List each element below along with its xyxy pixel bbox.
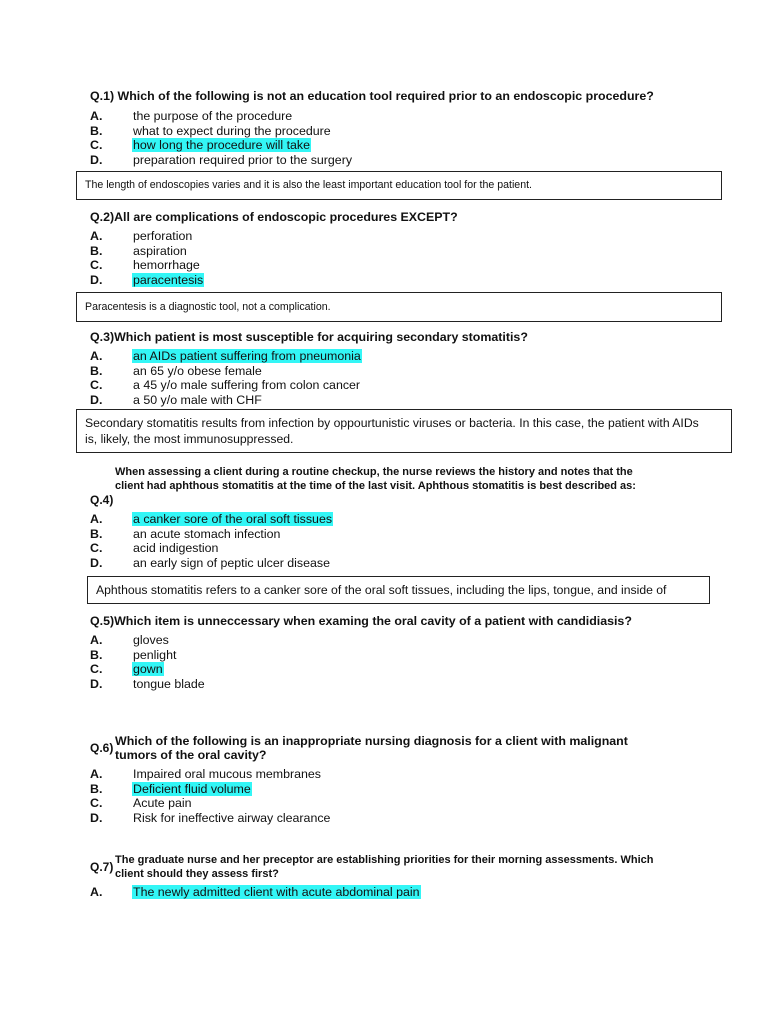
q5-option-2 (90, 662, 690, 676)
q4-option-3 (90, 556, 690, 570)
question-1-text: Q.1) Which of the following is not an education tool required prior to an endoscopic procedure? (90, 89, 654, 103)
option-text-highlighted: Deficient fluid volume (133, 781, 251, 796)
question-5-text: Q.5)Which item is unneccessary when examing the oral cavity of a patient with candidiasis? (90, 614, 632, 628)
option-letter: D. (90, 810, 103, 825)
question-4-explanation: Aphthous stomatitis refers to a canker sore of the oral soft tissues, including the lips, tongue, and inside of (96, 583, 667, 597)
q2-option-3 (90, 273, 690, 287)
option-letter: C. (90, 662, 103, 676)
option-text: preparation required prior to the surgery (133, 152, 353, 167)
q3-option-1 (90, 364, 690, 378)
option-letter: A. (90, 767, 103, 781)
option-text: perforation (133, 229, 193, 243)
option-letter: B. (90, 526, 103, 541)
option-text: tongue blade (133, 676, 205, 691)
option-letter: C. (90, 378, 103, 392)
question-2-explanation: Paracentesis is a diagnostic tool, not a complication. (85, 301, 331, 313)
q5-option-1 (90, 648, 690, 662)
question-3-explanation-line-2: is, likely, the most immunosuppressed. (85, 432, 294, 446)
question-1-explanation: The length of endoscopies varies and it is also the least important education tool for the patient. (85, 179, 532, 191)
question-3-explanation-box (76, 409, 732, 453)
question-7-text-line-2: client should they assess first? (115, 868, 279, 880)
q4-option-1 (90, 527, 690, 541)
q2-option-2 (90, 258, 690, 272)
question-6-text-line-2: tumors of the oral cavity? (115, 748, 267, 762)
q6-option-1 (90, 782, 690, 796)
q6-option-0 (90, 767, 690, 781)
option-text-highlighted: a canker sore of the oral soft tissues (133, 512, 333, 526)
q2-option-0 (90, 229, 690, 243)
option-text: a 45 y/o male suffering from colon cancer (133, 378, 361, 392)
question-7-number: Q.7) (90, 860, 114, 874)
option-letter: C. (90, 796, 103, 810)
q5-option-3 (90, 677, 690, 691)
q1-option-3 (90, 153, 690, 167)
option-text: Acute pain (133, 796, 192, 810)
question-7-text-line-1: The graduate nurse and her preceptor are establishing priorities for their morning assessments. Which (115, 854, 654, 866)
option-text: Impaired oral mucous membranes (133, 767, 322, 781)
q2-option-1 (90, 244, 690, 258)
option-text: acid indigestion (133, 541, 219, 555)
option-letter: B. (90, 243, 103, 258)
q7-option-0 (90, 885, 690, 899)
option-text: a 50 y/o male with CHF (133, 392, 262, 407)
option-letter: B. (90, 363, 103, 378)
option-text-highlighted: how long the procedure will take (133, 138, 311, 152)
question-4-explanation-box (87, 576, 710, 604)
option-text: the purpose of the procedure (133, 109, 293, 123)
question-1-explanation-box (76, 171, 722, 200)
option-text-highlighted: gown (133, 662, 163, 676)
question-3-text: Q.3)Which patient is most susceptible for acquiring secondary stomatitis? (90, 330, 528, 344)
question-2-text: Q.2)All are complications of endoscopic procedures EXCEPT? (90, 210, 458, 224)
q1-option-1 (90, 124, 690, 138)
q6-option-3 (90, 811, 690, 825)
option-text: gloves (133, 633, 169, 647)
option-text: an 65 y/o obese female (133, 363, 262, 378)
option-letter: D. (90, 555, 103, 570)
question-4-number: Q.4) (90, 493, 114, 507)
option-letter: A. (90, 349, 103, 363)
q5-option-0 (90, 633, 690, 647)
q1-option-0 (90, 109, 690, 123)
q4-option-0 (90, 512, 690, 526)
option-text: what to expect during the procedure (133, 123, 331, 138)
question-4-text-line-2: client had aphthous stomatitis at the time of the last visit. Aphthous stomatitis is best described as: (115, 480, 636, 492)
option-text-highlighted: The newly admitted client with acute abdominal pain (133, 885, 420, 899)
q6-option-2 (90, 796, 690, 810)
option-letter: C. (90, 258, 103, 272)
option-letter: D. (90, 152, 103, 167)
question-3-explanation-line-1: Secondary stomatitis results from infection by oppourtunistic viruses or bacteria. In this case, the patient with AIDs (85, 416, 699, 430)
option-letter: D. (90, 676, 103, 691)
option-text-highlighted: paracentesis (133, 272, 204, 287)
question-6-text-line-1: Which of the following is an inappropriate nursing diagnosis for a client with malignant (115, 734, 628, 748)
question-4-text-line-1: When assessing a client during a routine checkup, the nurse reviews the history and notes that the (115, 466, 633, 478)
question-6-number: Q.6) (90, 741, 114, 755)
q1-option-2 (90, 138, 690, 152)
option-text: an early sign of peptic ulcer disease (133, 555, 330, 570)
q3-option-2 (90, 378, 690, 392)
option-text: an acute stomach infection (133, 526, 281, 541)
option-letter: A. (90, 512, 103, 526)
option-letter: A. (90, 109, 103, 123)
option-letter: B. (90, 647, 103, 662)
option-text: hemorrhage (133, 258, 200, 272)
q4-option-2 (90, 541, 690, 555)
option-text: aspiration (133, 243, 187, 258)
option-text: Risk for ineffective airway clearance (133, 810, 331, 825)
q3-option-0 (90, 349, 690, 363)
option-letter: A. (90, 633, 103, 647)
option-letter: D. (90, 392, 103, 407)
option-text: penlight (133, 647, 177, 662)
option-letter: C. (90, 541, 103, 555)
option-text-highlighted: an AIDs patient suffering from pneumonia (133, 349, 361, 363)
q3-option-3 (90, 393, 690, 407)
option-letter: A. (90, 229, 103, 243)
option-letter: A. (90, 885, 103, 899)
option-letter: B. (90, 781, 103, 796)
option-letter: B. (90, 123, 103, 138)
option-letter: D. (90, 272, 103, 287)
option-letter: C. (90, 138, 103, 152)
question-2-explanation-box (76, 292, 722, 322)
